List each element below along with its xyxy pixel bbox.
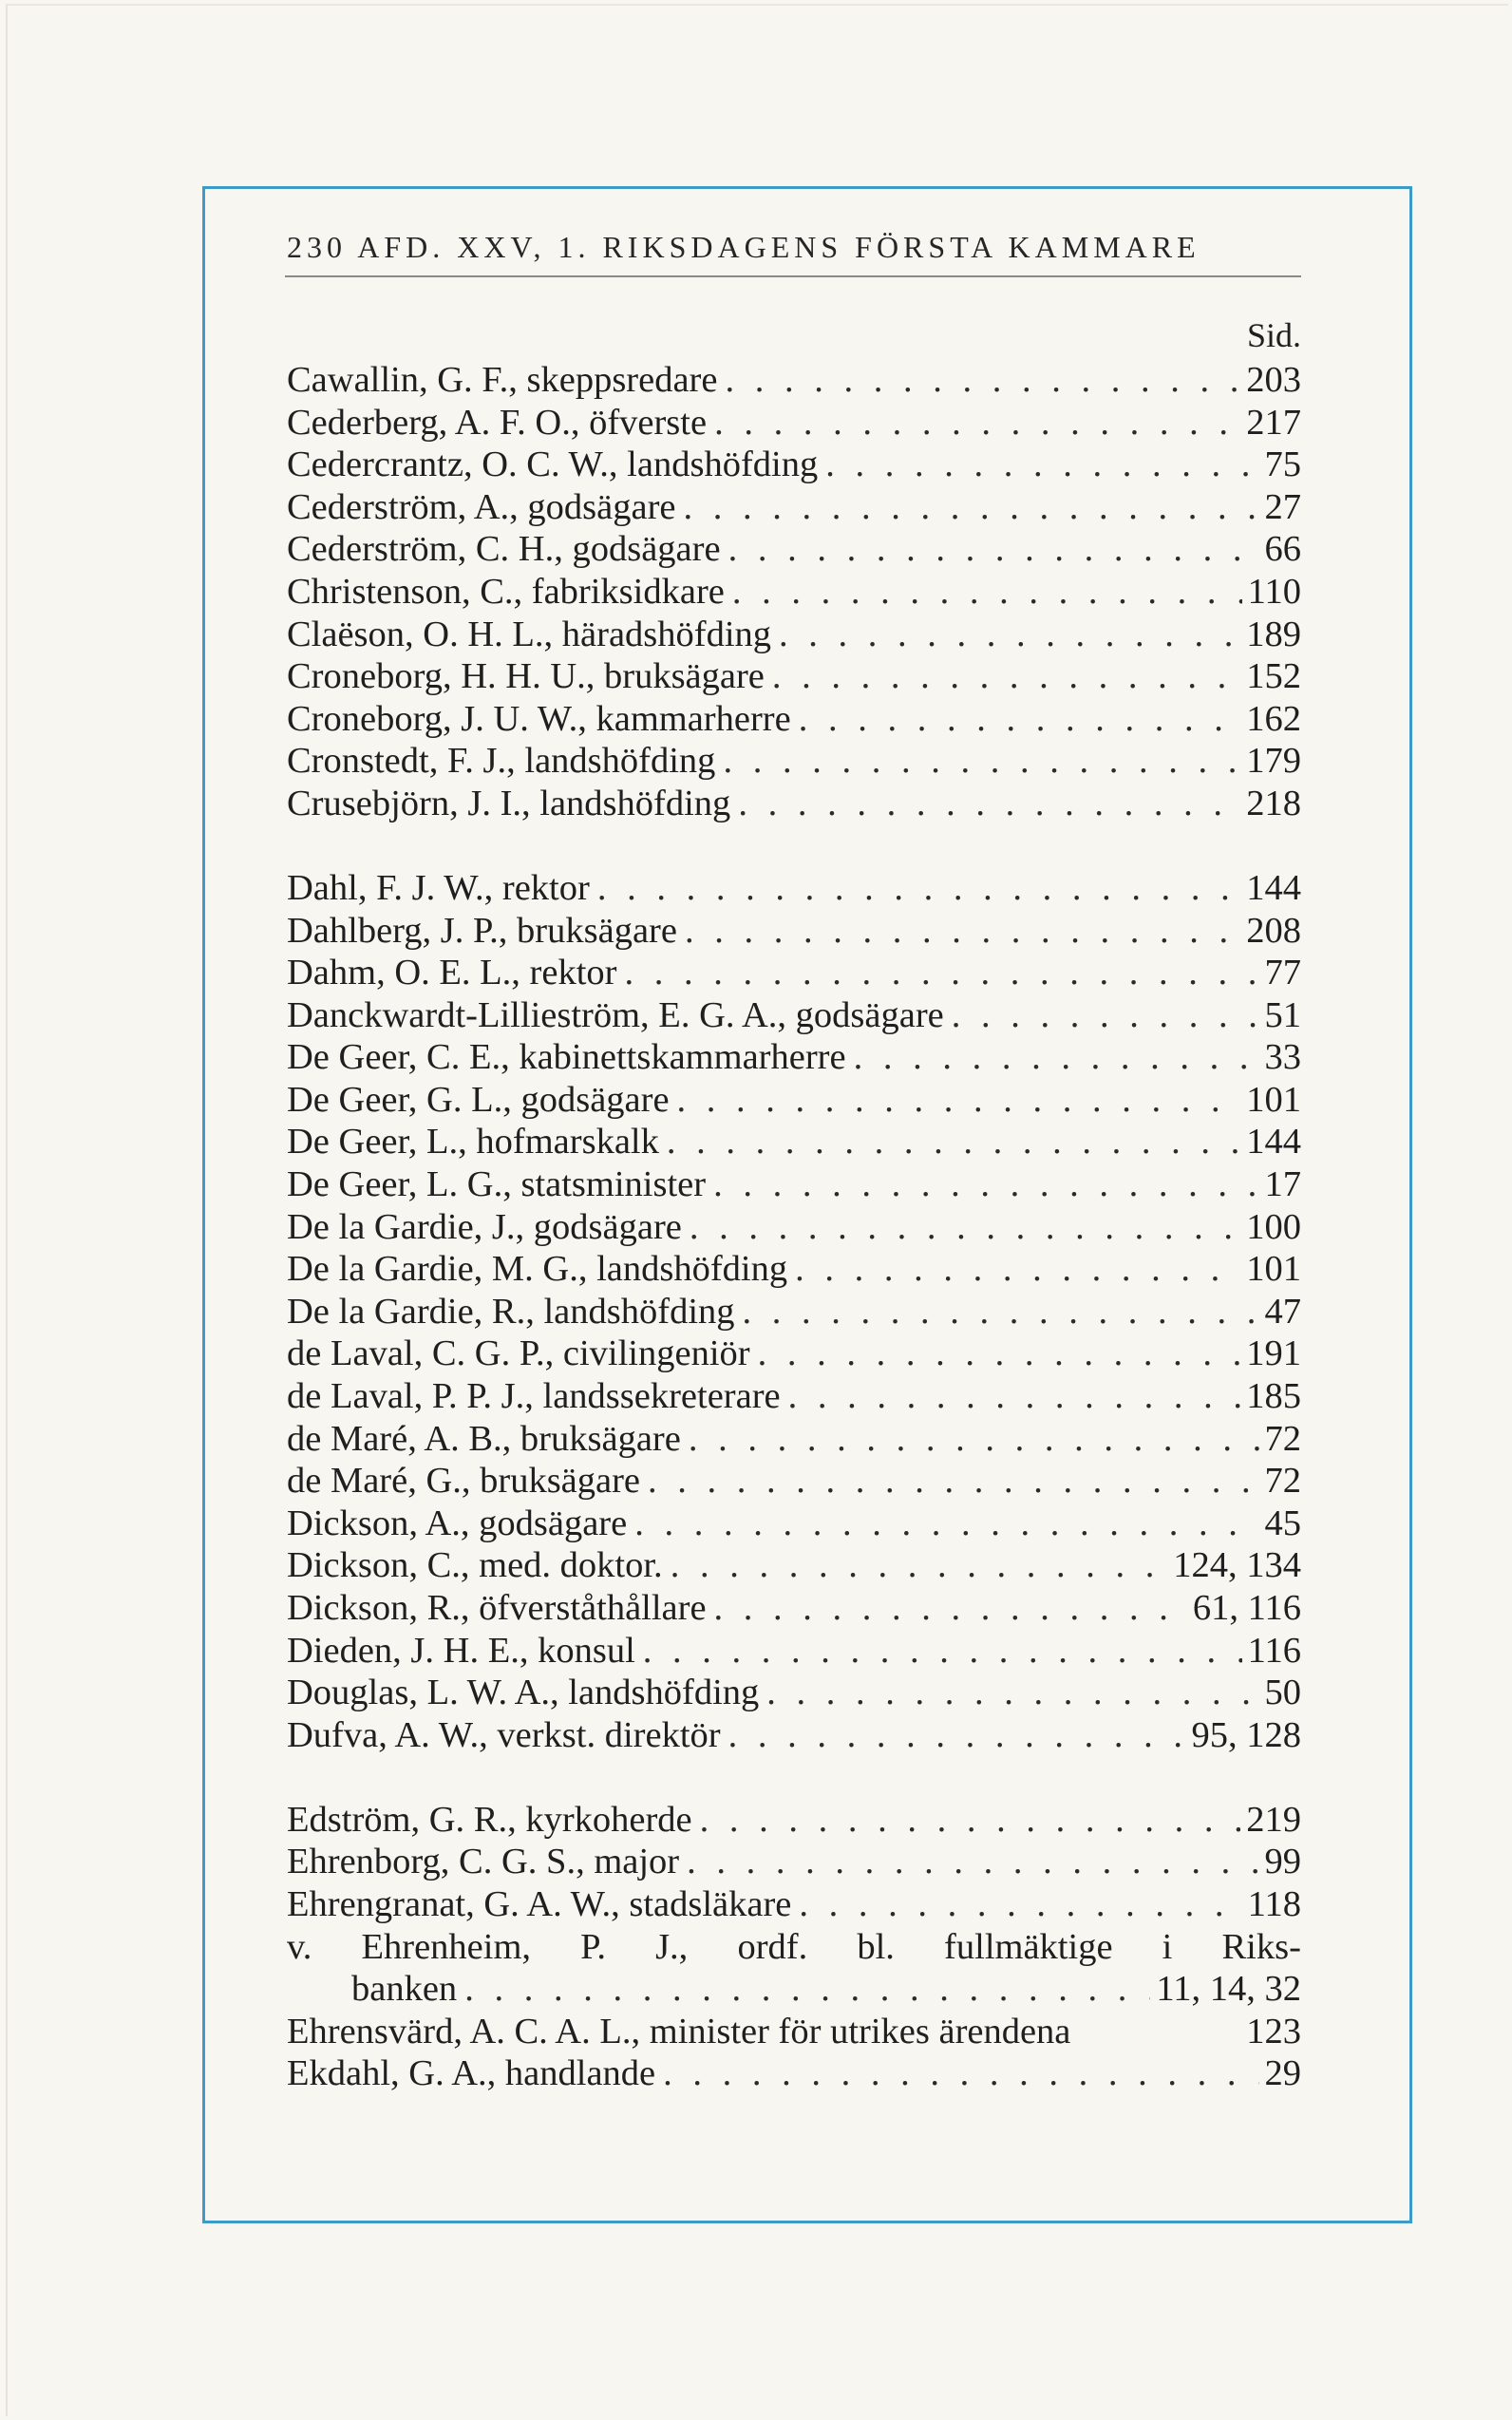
dot-leader <box>676 486 1259 529</box>
index-entry <box>287 1460 1301 1503</box>
dot-leader <box>791 1883 1241 1926</box>
index-entry <box>287 1418 1301 1461</box>
entry-page: 77 <box>1264 953 1301 993</box>
entry-page: 27 <box>1264 486 1301 527</box>
dot-leader <box>677 910 1240 953</box>
dot-leader <box>670 1079 1241 1122</box>
entry-word: bl. <box>857 1926 895 1967</box>
index-entry <box>287 952 1301 994</box>
dot-leader <box>590 867 1240 910</box>
entry-page: 11, 14, 32 <box>1156 1969 1301 2010</box>
dot-leader <box>791 698 1241 741</box>
entry-page: 144 <box>1246 867 1301 908</box>
entry-name: Crusebjörn, J. I., landshöfding <box>287 783 731 823</box>
index-entry <box>287 783 1301 825</box>
entry-page: 72 <box>1264 1461 1301 1502</box>
index-entry <box>287 867 1301 910</box>
index-entry <box>287 1544 1301 1587</box>
entry-word: i <box>1162 1926 1173 1967</box>
entry-name: Dahl, F. J. W., rektor <box>287 867 590 908</box>
entry-page: 45 <box>1264 1503 1301 1543</box>
entry-name: Dahm, O. E. L., rektor <box>287 953 617 993</box>
entry-page: 185 <box>1246 1376 1301 1417</box>
entry-page: 217 <box>1246 402 1301 443</box>
index-entry <box>287 1630 1301 1673</box>
index-entry <box>287 1841 1301 1883</box>
entry-page: 51 <box>1264 994 1301 1035</box>
dot-leader <box>692 1799 1241 1842</box>
entry-page: 124, 134 <box>1173 1545 1301 1586</box>
wrapped-entry-first-line <box>287 1926 1301 1969</box>
entry-name: Dufva, A. W., verkst. direktör <box>287 1714 721 1755</box>
entry-page: 101 <box>1246 1079 1301 1120</box>
entry-page: 50 <box>1264 1673 1301 1713</box>
entry-word: ordf. <box>737 1926 808 1967</box>
index-entry <box>287 1291 1301 1333</box>
entry-name: Dickson, A., godsägare <box>287 1503 628 1543</box>
entry-name: De Geer, L., hofmarskalk <box>287 1122 659 1163</box>
entry-name: de Maré, A. B., bruksägare <box>287 1418 681 1459</box>
dot-leader <box>944 994 1259 1037</box>
entry-page: 152 <box>1246 656 1301 697</box>
dot-leader <box>781 1375 1241 1418</box>
entry-name: De la Gardie, M. G., landshöfding <box>287 1249 788 1290</box>
index-group-d <box>287 867 1301 1756</box>
entry-name: Danckwardt-Lillieström, E. G. A., godsägare <box>287 994 944 1035</box>
dot-leader <box>706 1163 1258 1206</box>
dot-leader <box>659 1121 1240 1163</box>
entry-word: fullmäktige <box>944 1926 1113 1967</box>
dot-leader <box>787 1248 1240 1291</box>
index-entry <box>287 655 1301 698</box>
entry-page: 203 <box>1246 360 1301 400</box>
entry-page: 219 <box>1246 1799 1301 1840</box>
sid-label: Sid. <box>1246 316 1301 354</box>
entry-page: 47 <box>1264 1291 1301 1332</box>
entry-page: 191 <box>1246 1333 1301 1374</box>
entry-page: 101 <box>1246 1249 1301 1290</box>
dot-leader <box>717 359 1240 402</box>
entry-name: Ekdahl, G. A., handlande <box>287 2053 656 2094</box>
name-index <box>287 359 1301 2095</box>
entry-page: 33 <box>1264 1037 1301 1078</box>
entry-name: De Geer, L. G., statsminister <box>287 1164 707 1205</box>
entry-name: de Laval, C. G. P., civilingeniör <box>287 1333 750 1374</box>
entry-name: Cawallin, G. F., skeppsredare <box>287 360 718 400</box>
index-entry <box>287 2011 1301 2053</box>
entry-name: Ehrenborg, C. G. S., major <box>287 1842 680 1882</box>
dot-leader <box>682 1206 1240 1249</box>
dot-leader <box>759 1672 1258 1714</box>
entry-name: Cronstedt, F. J., landshöfding <box>287 741 716 782</box>
index-entry <box>287 528 1301 571</box>
entry-name: De Geer, C. E., kabinettskammarherre <box>287 1037 846 1078</box>
index-entry <box>287 740 1301 783</box>
entry-page: 99 <box>1264 1842 1301 1882</box>
index-group-c <box>287 359 1301 825</box>
dot-leader <box>457 1968 1150 2011</box>
index-entry <box>287 698 1301 741</box>
entry-page: 208 <box>1246 910 1301 951</box>
entry-word: v. <box>287 1926 312 1967</box>
index-entry <box>287 994 1301 1037</box>
entry-name: Dickson, C., med. doktor. <box>287 1545 663 1586</box>
index-entry <box>287 1883 1301 1926</box>
index-entry <box>287 1163 1301 1206</box>
entry-name: Claëson, O. H. L., häradshöfding <box>287 614 772 654</box>
entry-page: 118 <box>1247 1883 1301 1924</box>
entry-name: Croneborg, H. H. U., bruksägare <box>287 656 765 697</box>
entry-page: 123 <box>1246 2011 1301 2051</box>
entry-page: 17 <box>1264 1164 1301 1205</box>
entry-name: de Laval, P. P. J., landssekreterare <box>287 1376 781 1417</box>
dot-leader <box>681 1418 1259 1461</box>
entry-page: 162 <box>1246 698 1301 739</box>
entry-page: 66 <box>1264 529 1301 570</box>
index-entry <box>287 359 1301 402</box>
entry-word: Ehrenheim, <box>361 1926 532 1967</box>
index-entry <box>287 402 1301 444</box>
dot-leader <box>655 2052 1258 2095</box>
index-entry <box>287 486 1301 529</box>
index-entry <box>287 1587 1301 1630</box>
dot-leader <box>735 1291 1259 1333</box>
entry-name: De la Gardie, R., landshöfding <box>287 1291 735 1332</box>
index-entry <box>287 1079 1301 1122</box>
entry-word: Riks- <box>1221 1926 1301 1967</box>
entry-page: 189 <box>1246 614 1301 654</box>
entry-name: banken <box>351 1969 458 2010</box>
index-entry <box>287 2052 1301 2095</box>
dot-leader <box>765 655 1240 698</box>
entry-name: Dahlberg, J. P., bruksägare <box>287 910 677 951</box>
dot-leader <box>663 1544 1168 1587</box>
dot-leader <box>730 783 1240 825</box>
dot-leader <box>640 1460 1258 1503</box>
entry-page: 100 <box>1246 1206 1301 1247</box>
entry-name: De Geer, G. L., godsägare <box>287 1079 670 1120</box>
entry-page: 110 <box>1247 571 1301 612</box>
index-entry <box>287 1206 1301 1249</box>
header-rule <box>285 275 1301 277</box>
entry-name: Cederström, A., godsägare <box>287 486 676 527</box>
entry-name: de Maré, G., bruksägare <box>287 1461 641 1502</box>
entry-name: Ehrengranat, G. A. W., stadsläkare <box>287 1883 792 1924</box>
index-entry <box>287 1672 1301 1714</box>
index-entry <box>287 1333 1301 1375</box>
index-entry <box>287 1714 1301 1757</box>
index-entry <box>287 1248 1301 1291</box>
entry-page: 72 <box>1264 1418 1301 1459</box>
entry-name: Christenson, C., fabriksidkare <box>287 571 725 612</box>
index-entry <box>287 1036 1301 1079</box>
index-entry <box>287 571 1301 614</box>
entry-page: 29 <box>1264 2053 1301 2094</box>
dot-leader <box>725 571 1242 614</box>
dot-leader <box>818 444 1258 486</box>
dot-leader <box>771 614 1240 656</box>
dot-leader <box>846 1036 1259 1079</box>
entry-name: Ehrensvärd, A. C. A. L., minister för utrikes ärendena <box>287 2011 1071 2051</box>
entry-name: Douglas, L. W. A., landshöfding <box>287 1673 760 1713</box>
index-entry <box>287 1121 1301 1163</box>
dot-leader <box>750 1333 1241 1375</box>
running-head: 230 AFD. XXV, 1. RIKSDAGENS FÖRSTA KAMMARE <box>287 230 1200 264</box>
dot-leader <box>721 528 1259 571</box>
dot-leader <box>635 1630 1242 1673</box>
index-entry <box>287 1375 1301 1418</box>
dot-leader <box>707 402 1240 444</box>
index-entry <box>287 444 1301 486</box>
dot-leader <box>721 1714 1186 1757</box>
dot-leader <box>679 1841 1258 1883</box>
entry-name: Croneborg, J. U. W., kammarherre <box>287 698 791 739</box>
entry-page: 95, 128 <box>1191 1714 1301 1755</box>
entry-page: 179 <box>1246 741 1301 782</box>
dot-leader <box>616 952 1258 994</box>
index-entry <box>287 1503 1301 1545</box>
entry-name: Dieden, J. H. E., konsul <box>287 1630 635 1671</box>
entry-word: J., <box>655 1926 689 1967</box>
entry-name: Cederström, C. H., godsägare <box>287 529 721 570</box>
index-entry <box>287 1799 1301 1842</box>
entry-name: Cedercrantz, O. C. W., landshöfding <box>287 444 819 485</box>
entry-page: 144 <box>1246 1122 1301 1163</box>
entry-name: Cederberg, A. F. O., öfverste <box>287 402 708 443</box>
entry-name: Dickson, R., öfverståthållare <box>287 1588 707 1629</box>
index-entry <box>287 614 1301 656</box>
entry-page: 75 <box>1264 444 1301 485</box>
wrapped-entry-continuation <box>287 1968 1301 2011</box>
entry-page: 218 <box>1246 783 1301 823</box>
entry-word: P. <box>580 1926 606 1967</box>
dot-leader <box>707 1587 1187 1630</box>
index-group-e <box>287 1799 1301 2095</box>
index-entry <box>287 910 1301 953</box>
dot-leader <box>627 1503 1258 1545</box>
entry-name: Edström, G. R., kyrkoherde <box>287 1799 692 1840</box>
dot-leader <box>715 740 1240 783</box>
entry-page: 61, 116 <box>1192 1588 1301 1629</box>
entry-name: De la Gardie, J., godsägare <box>287 1206 682 1247</box>
entry-page: 116 <box>1247 1630 1301 1671</box>
